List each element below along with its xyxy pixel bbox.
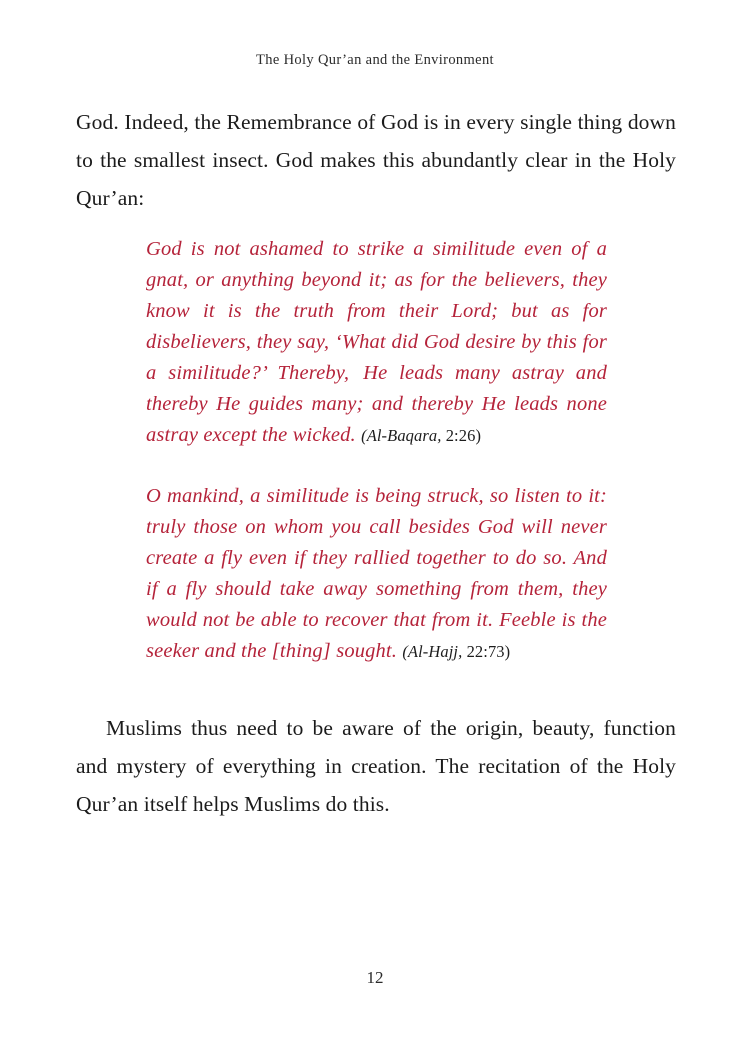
text-column [76, 103, 676, 823]
quotation-2-citation-reference: 22:73) [462, 642, 511, 661]
spacer-after-quote-2 [76, 667, 676, 709]
quotation-1-text-part-2: He leads many astray and thereby He guides many; and thereby He leads none astray except the wicked. [146, 362, 607, 446]
page-number: 12 [366, 968, 384, 987]
quotation-1-citation [361, 426, 481, 445]
spacer-before-quote-1 [76, 217, 676, 234]
quotation-block-2 [76, 481, 676, 667]
quotation-1-citation-reference: 2:26) [441, 426, 482, 445]
body-paragraph-2: Muslims thus need to be aware of the origin, beauty, function and mystery of everything in creation. The recitation of the Holy Qur’an itself helps Muslims do this. [76, 716, 676, 816]
quotation-2-citation [402, 642, 510, 661]
quotation-1-text-part-1: God is not ashamed to strike a similitude even of a gnat, or anything beyond it; as for the believers, they know it is the truth from their Lord; but as for disbelievers, they say, ‘What did God desire by this for a similitude?’ Thereby, [146, 238, 607, 384]
quotation-1-citation-source: (Al-Baqara, [361, 426, 442, 445]
quotation-2-citation-source: (Al-Hajj, [402, 642, 463, 661]
quotation-block-1 [76, 234, 676, 451]
running-head: The Holy Qur’an and the Environment [256, 52, 494, 68]
spacer-between-quotes [76, 451, 676, 481]
quotation-1-text [146, 234, 607, 451]
quotation-2-text-part-1: O mankind, a similitude is being struck, so listen to it: truly those on whom you call besides God will never create a fly even if they rallied together to do so. And if a fly should take away something from them, they would not be able to recover that from it. Feeble is the seeker and the [thing] sought. [146, 485, 607, 662]
quotation-2-text [146, 481, 607, 667]
body-paragraph-1: God. Indeed, the Remembrance of God is in every single thing down to the smallest insect. God makes this abundantly clear in the Holy Qur’an: [76, 110, 676, 210]
